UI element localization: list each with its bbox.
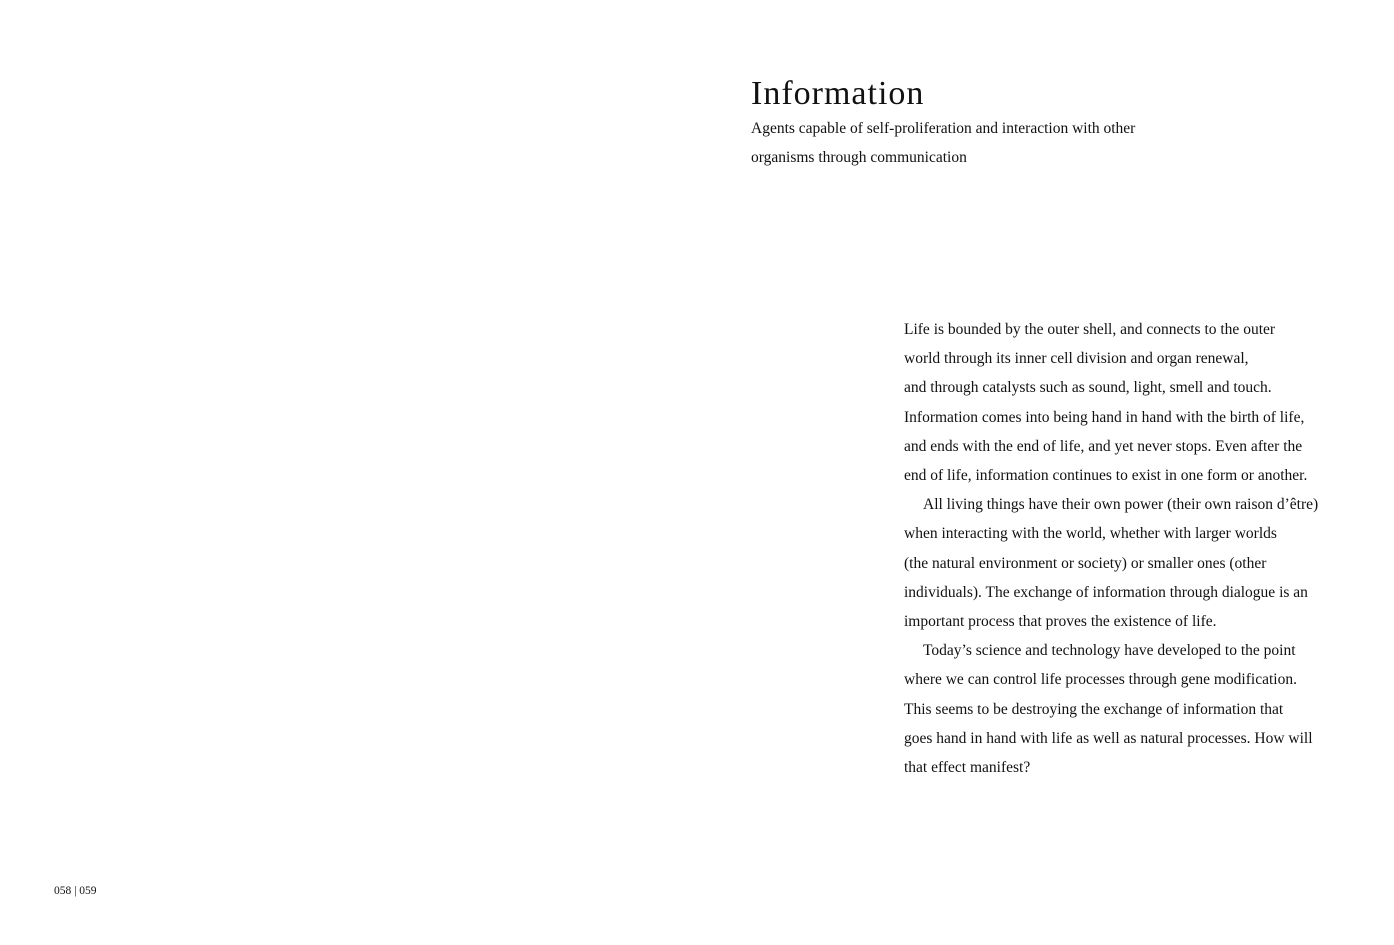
subtitle-line: Agents capable of self-proliferation and interaction with other [751,120,1136,137]
body-line: that effect manifest? [904,759,1031,777]
body-line: Today’s science and technology have developed to the point [923,642,1296,660]
body-line: All living things have their own power (their own raison d’être) [923,496,1319,514]
body-line: individuals). The exchange of information through dialogue is an [904,583,1308,601]
heading-block [751,74,1211,172]
body-line: world through its inner cell division and organ renewal, [904,350,1249,368]
body-line: (the natural environment or society) or smaller ones (other [904,554,1267,572]
page-numbers: 058 | 059 [54,885,97,897]
body-line: where we can control life processes through gene modification. [904,671,1297,689]
body-line: and ends with the end of life, and yet never stops. Even after the [904,437,1303,455]
body-line: This seems to be destroying the exchange of information that [904,700,1284,718]
body-line: end of life, information continues to exist in one form or another. [904,467,1308,485]
body-line: Information comes into being hand in hand with the birth of life, [904,408,1305,426]
body-line: important process that proves the existence of life. [904,613,1217,631]
body-line: Life is bounded by the outer shell, and connects to the outer [904,321,1276,338]
subtitle-line: organisms through communication [751,149,967,166]
subtitle [751,114,1211,172]
body-line: and through catalysts such as sound, light, smell and touch. [904,379,1272,397]
body-line: goes hand in hand with life as well as natural processes. How will [904,729,1313,747]
body-line: when interacting with the world, whether with larger worlds [904,525,1277,543]
page-title: Information [751,75,925,112]
body-text [904,315,1354,782]
